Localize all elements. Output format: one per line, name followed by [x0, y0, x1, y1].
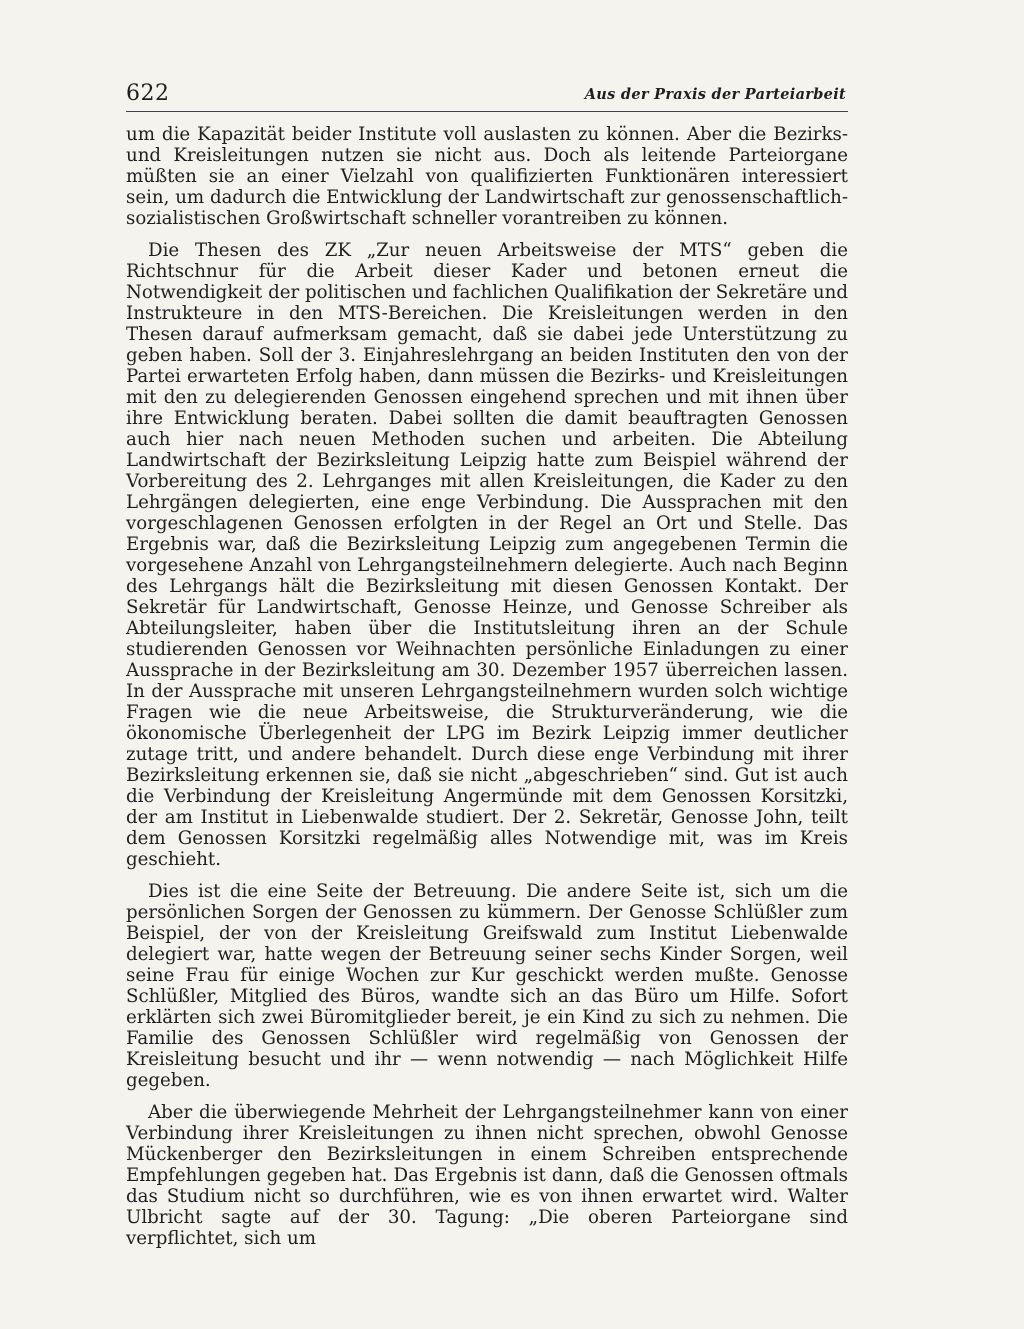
paragraph-1: um die Kapazität beider Institute voll auslasten zu können. Aber die Bezirks- und Kreisleitungen nutzen sie nicht aus. Doch als leitende Parteiorgane müßten sie an einer Vielzahl von qualifizierten Funktionären interessiert sein, um dadurch die Entwicklung der Landwirtschaft zur genossenschaftlich-sozialistischen Großwirtschaft schneller vorantreiben zu können. — [126, 124, 848, 229]
body-text — [126, 124, 848, 1260]
paragraph-4: Aber die überwiegende Mehrheit der Lehrgangsteilnehmer kann von einer Verbindung ihrer Kreisleitungen zu ihnen nicht sprechen, obwohl Genosse Mückenberger den Bezirksleitungen in einem Schreiben entsprechende Empfehlungen gegeben hat. Das Ergebnis ist dann, daß die Genossen oftmals das Studium nicht so durchführen, wie es von ihnen erwartet wird. Walter Ulbricht sagte auf der 30. Tagung: „Die oberen Parteiorgane sind verpflichtet, sich um — [126, 1102, 848, 1249]
running-header: Aus der Praxis der Parteiarbeit — [584, 86, 846, 103]
paragraph-2: Die Thesen des ZK „Zur neuen Arbeitsweise der MTS“ geben die Richtschnur für die Arbeit dieser Kader und betonen erneut die Notwendigkeit der politischen und fachlichen Qualifikation der Sekretäre und Instrukteure in den MTS-Bereichen. Die Kreisleitungen werden in den Thesen darauf aufmerksam gemacht, daß sie dabei jede Unterstützung zu geben haben. Soll der 3. Einjahreslehrgang an beiden Instituten den von der Partei erwarteten Erfolg haben, dann müssen die Bezirks- und Kreisleitungen mit den zu delegierenden Genossen eingehend sprechen und mit ihnen über ihre Entwicklung beraten. Dabei sollten die damit beauftragten Genossen auch hier nach neuen Methoden suchen und arbeiten. Die Abteilung Landwirtschaft der Bezirksleitung Leipzig hatte zum Beispiel während der Vorbereitung des 2. Lehrganges mit allen Kreisleitungen, die Kader zu den Lehrgängen delegierten, eine enge Verbindung. Die Aussprachen mit den vorgeschlagenen Genossen erfolgten in der Regel an Ort und Stelle. Das Ergebnis war, daß die Bezirksleitung Leipzig zum angegebenen Termin die vorgesehene Anzahl von Lehrgangsteilnehmern delegierte. Auch nach Beginn des Lehrgangs hält die Bezirksleitung mit diesen Genossen Kontakt. Der Sekretär für Landwirtschaft, Genosse Heinze, und Genosse Schreiber als Abteilungsleiter, haben über die Institutsleitung ihren an der Schule studierenden Genossen vor Weihnachten persönliche Einladungen zu einer Aussprache in der Bezirksleitung am 30. Dezember 1957 überreichen lassen. In der Aussprache mit unseren Lehrgangsteilnehmern wurden solch wichtige Fragen wie die neue Arbeitsweise, die Strukturveränderung, wie die ökonomische Überlegenheit der LPG im Bezirk Leipzig immer deutlicher zutage tritt, und andere behandelt. Durch diese enge Verbindung mit ihrer Bezirksleitung erkennen sie, daß sie nicht „abgeschrieben“ sind. Gut ist auch die Verbindung der Kreisleitung Angermünde mit dem Genossen Korsitzki, der am Institut in Liebenwalde studiert. Der 2. Sekretär, Genosse John, teilt dem Genossen Korsitzki regelmäßig alles Notwendige mit, was im Kreis geschieht. — [126, 240, 848, 870]
paragraph-3: Dies ist die eine Seite der Betreuung. Die andere Seite ist, sich um die persönlichen Sorgen der Genossen zu kümmern. Der Genosse Schlüßler zum Beispiel, der von der Kreisleitung Greifswald zum Institut Liebenwalde delegiert war, hatte wegen der Betreuung seiner sechs Kinder Sorgen, weil seine Frau für einige Wochen zur Kur geschickt werden mußte. Genosse Schlüßler, Mitglied des Büros, wandte sich an das Büro um Hilfe. Sofort erklärten sich zwei Büromitglieder bereit, je ein Kind zu sich zu nehmen. Die Familie des Genossen Schlüßler wird regelmäßig von Genossen der Kreisleitung besucht und ihr — wenn notwendig — nach Möglichkeit Hilfe gegeben. — [126, 881, 848, 1091]
header-rule — [126, 111, 848, 112]
page-number: 622 — [126, 81, 170, 106]
